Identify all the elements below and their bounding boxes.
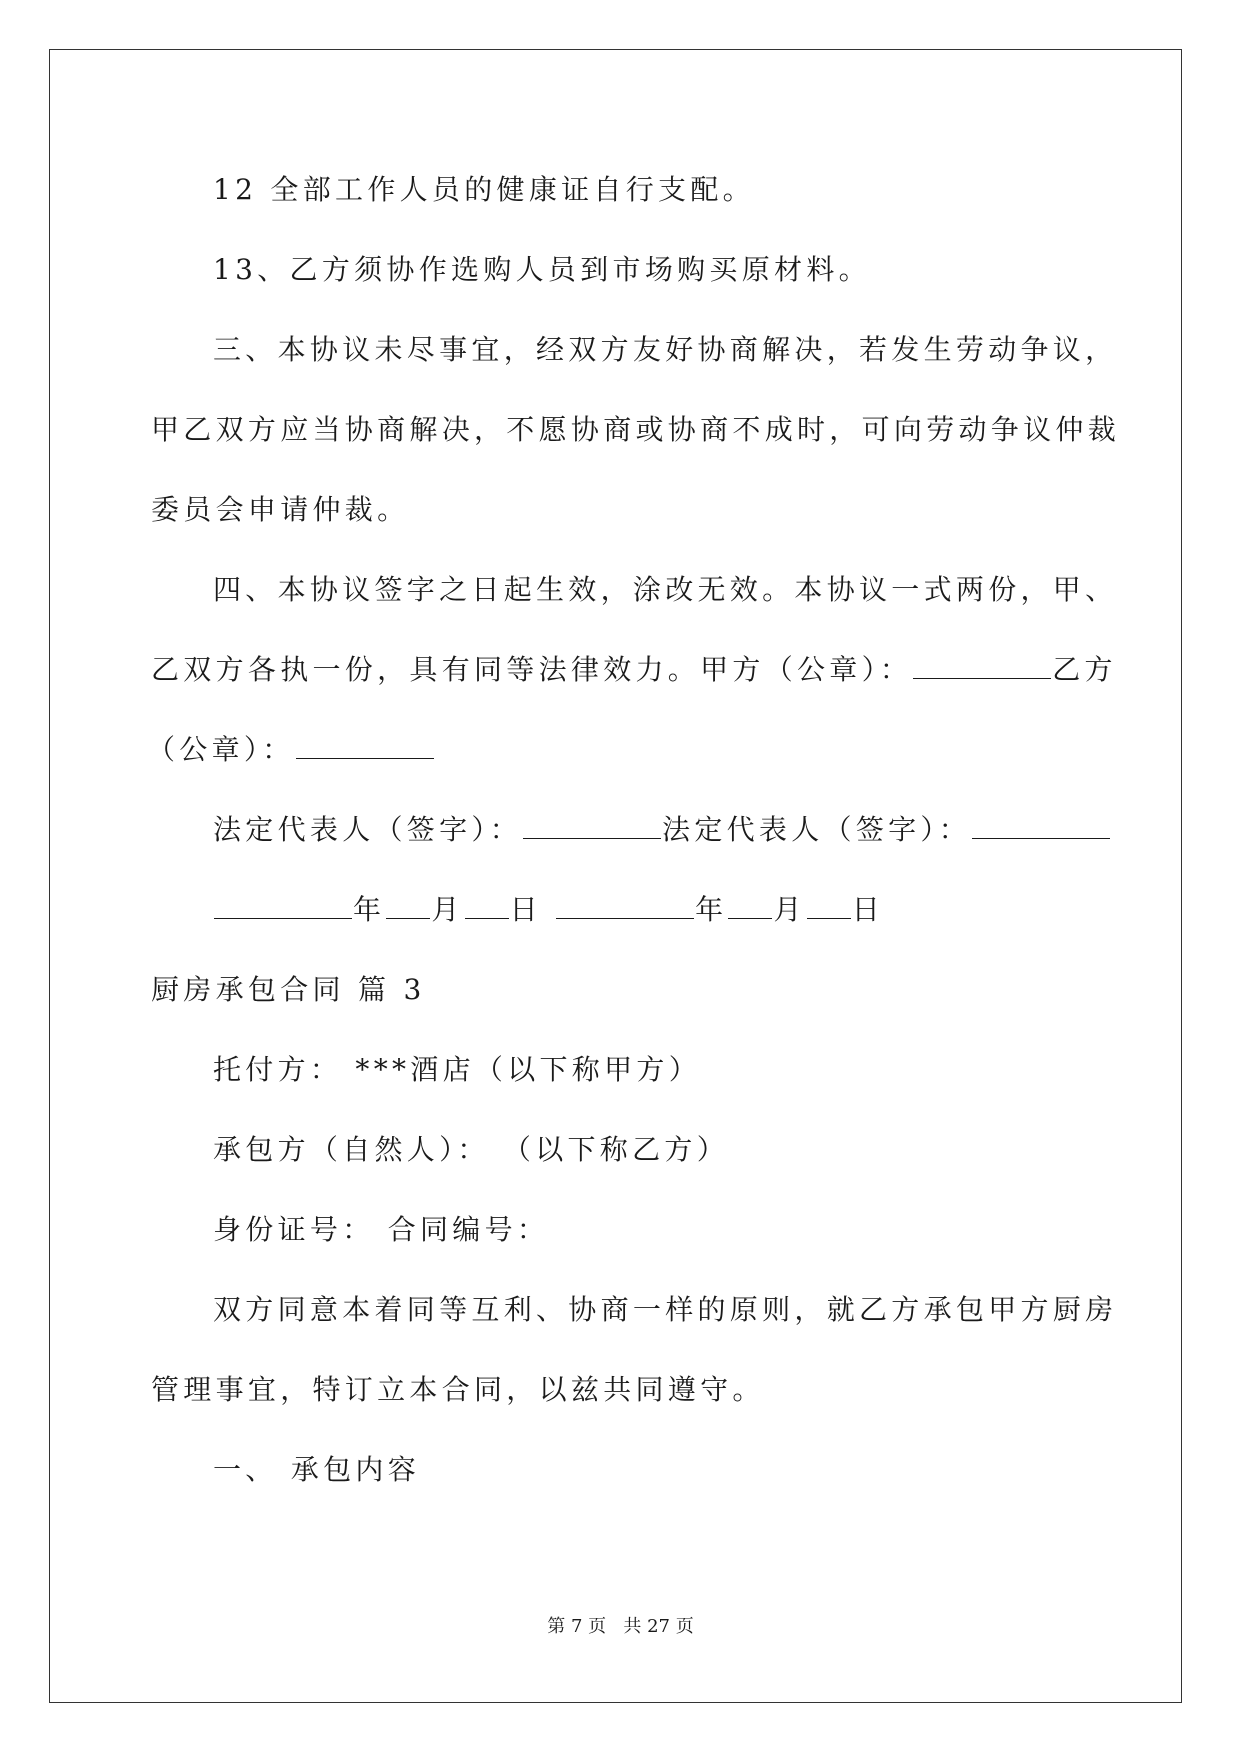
page-number: 第 7 页 — [547, 1616, 607, 1637]
date-b-month-blank — [728, 917, 772, 919]
rep-b-label: 法定代表人（签字）： — [662, 813, 972, 846]
text-line-12: 12 全部工作人员的健康证自行支配。 — [213, 173, 755, 206]
section-heading: 厨房承包合同 篇 3 — [151, 973, 426, 1006]
page-total: 共 27 页 — [623, 1616, 694, 1637]
text-line-contract-content: 一、 承包内容 — [213, 1453, 421, 1486]
seal-party-a-blank — [913, 677, 1051, 679]
text-line-dates — [213, 893, 885, 926]
text-line-client: 托付方： ***酒店（以下称甲方） — [213, 1053, 702, 1086]
rep-a-blank — [523, 837, 661, 839]
date-a-year-blank — [214, 917, 352, 919]
text-line-seal — [151, 653, 1117, 686]
date-a-month: 月 — [431, 893, 464, 926]
date-a-day: 日 — [509, 893, 542, 926]
date-a-day-blank — [465, 917, 509, 919]
date-b-day: 日 — [851, 893, 885, 926]
date-b-year-blank — [556, 917, 694, 919]
text-line-seal-b — [147, 733, 435, 766]
rep-a-label: 法定代表人（签字）： — [213, 813, 523, 846]
text-line-representative — [213, 813, 1111, 846]
date-b-year: 年 — [695, 893, 728, 926]
text-line-clause-3: 三、本协议未尽事宜，经双方友好协商解决，若发生劳动争议， — [213, 333, 1118, 366]
seal-party-b-label: 乙方 — [1052, 653, 1117, 686]
text-line-clause-4: 四、本协议签字之日起生效，涂改无效。本协议一式两份，甲、 — [213, 573, 1118, 606]
date-a-month-blank — [386, 917, 430, 919]
text-line-13: 13、乙方须协作选购人员到市场购买原材料。 — [213, 253, 871, 286]
text-line-clause-3-cont: 甲乙双方应当协商解决，不愿协商或协商不成时，可向劳动争议仲裁 — [151, 413, 1121, 446]
date-a-year: 年 — [353, 893, 386, 926]
rep-b-blank — [972, 837, 1110, 839]
text-line-clause-3-end: 委员会申请仲裁。 — [151, 493, 410, 526]
text-line-agreement-cont: 管理事宜，特订立本合同，以兹共同遵守。 — [151, 1373, 765, 1406]
date-b-day-blank — [807, 917, 851, 919]
seal-party-b-label-cont: （公章）： — [147, 733, 295, 766]
page-footer — [0, 1618, 1241, 1636]
text-line-id-number: 身份证号： 合同编号： — [213, 1213, 550, 1246]
text-line-contractor: 承包方（自然人）： （以下称乙方） — [213, 1133, 730, 1166]
seal-party-b-blank — [296, 757, 434, 759]
text-line-agreement: 双方同意本着同等互利、协商一样的原则，就乙方承包甲方厨房 — [213, 1293, 1118, 1326]
seal-party-a-label: 乙双方各执一份，具有同等法律效力。甲方（公章）： — [151, 653, 913, 686]
date-b-month: 月 — [773, 893, 806, 926]
